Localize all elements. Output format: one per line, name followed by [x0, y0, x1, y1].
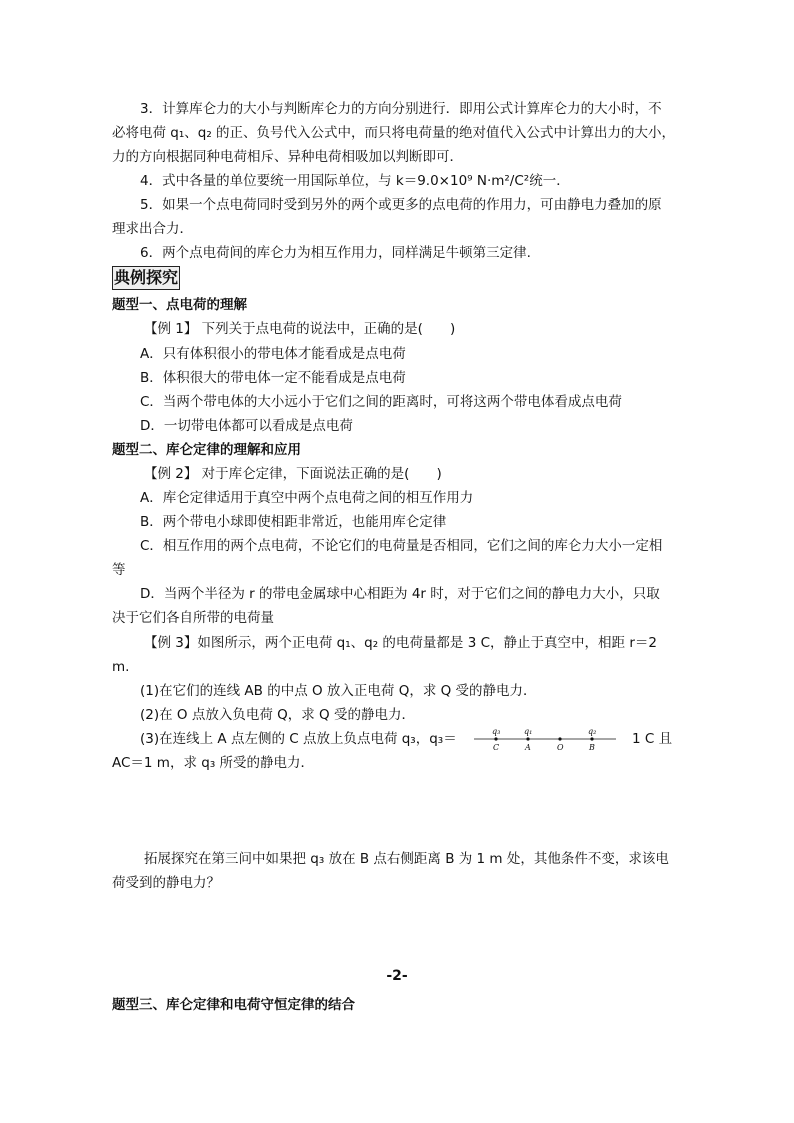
- example2-option-d-line-1: D．当两个半径为 r 的带电金属球中心相距为 4r 时，对于它们之间的静电力大小，只取: [140, 586, 660, 602]
- point-a-label: A: [525, 743, 531, 752]
- example1-option-d: D．一切带电体都可以看成是点电荷: [140, 418, 353, 434]
- example1-option-a: A．只有体积很小的带电体才能看成是点电荷: [140, 346, 406, 362]
- rule-3-line-1: 3．计算库仑力的大小与判断库仑力的方向分别进行．即用公式计算库仑力的大小时，不: [140, 101, 662, 117]
- example3-question-3-right: 1 C 且: [632, 731, 673, 747]
- point-c-label: C: [493, 743, 500, 752]
- example2-option-a: A．库仑定律适用于真空中两个点电荷之间的相互作用力: [140, 490, 474, 506]
- rule-3-line-3: 力的方向根据同种电荷相斥、异种电荷相吸加以判断即可．: [112, 149, 463, 165]
- section-heading-box: 典例探究: [112, 266, 180, 290]
- example3-question-2: (2)在 O 点放入负电荷 Q，求 Q 受的静电力．: [140, 707, 415, 723]
- example3-question-3-left: (3)在连线上 A 点左侧的 C 点放上负点电荷 q₃，q₃＝: [140, 731, 457, 747]
- rule-3-line-2: 必将电荷 q₁、q₂ 的正、负号代入公式中，而只将电荷量的绝对值代入公式中计算出力的大小，: [112, 125, 676, 141]
- type3-title: 题型三、库仑定律和电荷守恒定律的结合: [112, 997, 355, 1013]
- rule-5-line-2: 理求出合力．: [112, 221, 193, 237]
- point-c-dot: [494, 737, 497, 740]
- charge-line-diagram: [470, 726, 620, 754]
- extension-line-1: 拓展探究在第三问中如果把 q₃ 放在 B 点右侧距离 B 为 1 m 处，其他条件不变，求该电: [144, 851, 669, 867]
- point-o-dot: [558, 737, 561, 740]
- type2-title: 题型二、库仑定律的理解和应用: [112, 442, 301, 458]
- example2-stem: 【例 2】 对于库仑定律，下面说法正确的是( ): [144, 466, 442, 482]
- example2-option-c-line-1: C．相互作用的两个点电荷，不论它们的电荷量是否相同，它们之间的库仑力大小一定相: [140, 538, 663, 554]
- extension-line-2: 荷受到的静电力？: [112, 875, 220, 891]
- example2-option-c-line-2: 等: [112, 562, 126, 578]
- example2-option-b: B．两个带电小球即使相距非常近，也能用库仑定律: [140, 514, 447, 530]
- charge-q2-label: q₂: [588, 727, 597, 736]
- charge-q1-label: q₁: [524, 727, 533, 736]
- example1-option-c: C．当两个带电体的大小远小于它们之间的距离时，可将这两个带电体看成点电荷: [140, 394, 622, 410]
- point-b-label: B: [589, 743, 595, 752]
- example3-question-1: (1)在它们的连线 AB 的中点 O 放入正电荷 Q，求 Q 受的静电力．: [140, 683, 537, 699]
- example3-stem-line-2: m.: [112, 659, 130, 675]
- point-o-label: O: [557, 743, 564, 752]
- example3-question-3-line-2: AC＝1 m，求 q₃ 所受的静电力．: [112, 755, 315, 771]
- example2-option-d-line-2: 决于它们各自所带的电荷量: [112, 610, 274, 626]
- rule-4: 4．式中各量的单位要统一用国际单位，与 k＝9.0×10⁹ N·m²/C²统一．: [140, 173, 570, 189]
- charge-q3-label: q₃: [492, 727, 501, 736]
- type1-title: 题型一、点电荷的理解: [112, 297, 247, 313]
- page-number: -2-: [386, 968, 408, 984]
- point-b-dot: [590, 737, 593, 740]
- point-a-dot: [526, 737, 529, 740]
- example3-stem-line-1: 【例 3】如图所示，两个正电荷 q₁、q₂ 的电荷量都是 3 C，静止于真空中，相距 r＝2: [144, 635, 657, 651]
- example1-stem: 【例 1】 下列关于点电荷的说法中，正确的是( ): [144, 321, 456, 337]
- rule-6: 6．两个点电荷间的库仑力为相互作用力，同样满足牛顿第三定律.: [140, 245, 531, 261]
- rule-5-line-1: 5．如果一个点电荷同时受到另外的两个或更多的点电荷的作用力，可由静电力叠加的原: [140, 197, 662, 213]
- example1-option-b: B．体积很大的带电体一定不能看成是点电荷: [140, 370, 406, 386]
